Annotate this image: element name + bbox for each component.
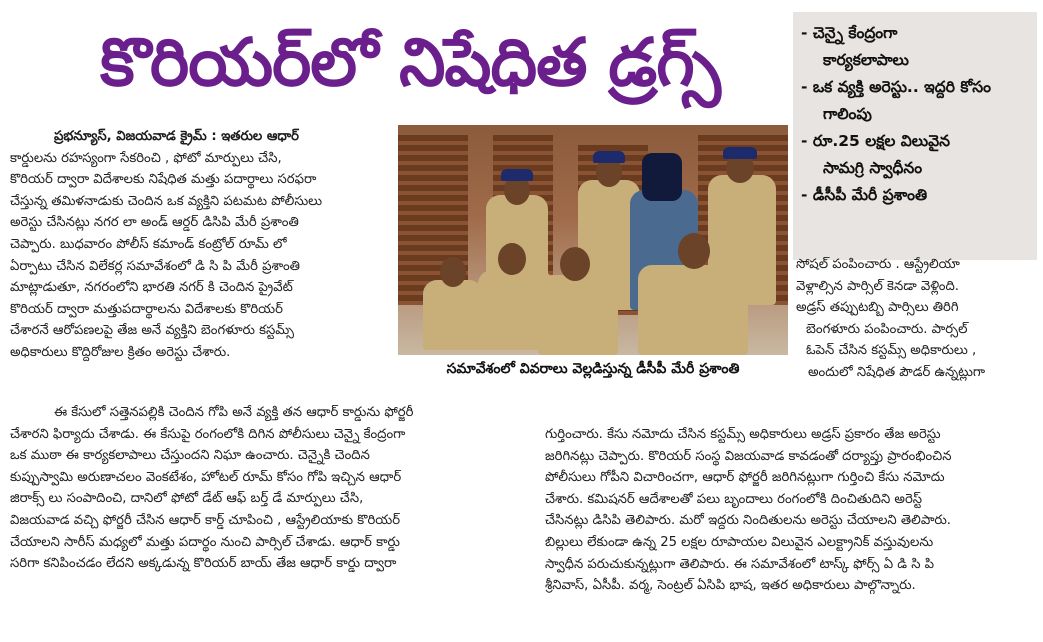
article-column-right-upper (796, 254, 1036, 384)
highlights-box (793, 12, 1037, 260)
text-line: కొరియర్ ద్వారా విదేశాలకు నిషేధిత మత్తు పదార్థాలు సరఫరా (10, 172, 317, 188)
text-line: విజయవాడ వచ్చి ఫోర్జరీ చేసిన ఆధార్ కార్డ్ చూపించి , ఆస్ట్రేలియాకు కొరియర్ (10, 512, 401, 528)
text-line: ఈ కేసులో సత్తెనపల్లికి చెందిన గోపి అనే వ్యక్తి తన ఆధార్ కార్డును ఫోర్జరీ (54, 405, 414, 420)
text-line: స్వాధీన పరుచుకున్నట్లుగా తెలిపారు. ఈ సమావేశంలో టాస్క్ ఫోర్స్ ఏ డి సి పి (545, 556, 935, 572)
highlight-item: - చెన్నై కేంద్రంగా కార్యకలాపాలు (801, 24, 909, 69)
text-line: చేయాలని సారీస్ మధ్యలో మత్తు పదార్థం నుంచి పార్సిల్ చేశాడు. ఆధార్ కార్డు (10, 534, 400, 550)
text-line: బెంగళూరు పంపించారు. పార్సల్ (806, 321, 968, 337)
text-line: కొరియర్ ద్వారా మత్తుపదార్థాలను విదేశాలకు కొరియర్ (10, 301, 283, 317)
text-line: చేసినట్లు డిసిపి తెలిపారు. మరో ఇద్దరు నిందితులను అరెస్టు చేయాలని తెలిపారు. (545, 513, 951, 529)
text-line: మాట్లాడుతూ, నగరంలోని భారతి నగర్ కి చెందిన ప్రైవేట్ (10, 280, 293, 296)
news-photo (398, 125, 788, 355)
text-line: చేస్తున్న తమిళనాడుకు చెందిన ఒక వ్యక్తిని పటమట పోలీసులు (10, 193, 323, 209)
text-line: అందులో నిషేధిత పౌడర్ ఉన్నట్లుగా (808, 364, 986, 380)
highlight-item: - డీసీపీ మేరీ ప్రశాంతి (801, 186, 928, 204)
text-line: అధికారులు కొద్దిరోజుల క్రితం అరెస్టు చేశారు. (10, 344, 231, 360)
text-line: చేశారనే ఆరోపణలపై తేజ అనే వ్యక్తిని బెంగళూరు కస్టమ్స్ (10, 323, 294, 339)
headline: కొరియర్‌లో నిషేధిత డ్రగ్స్ (100, 24, 720, 101)
article-column-left-lower (10, 402, 530, 575)
text-line: చేశారని ఫిర్యాదు చేశాడు. ఈ కేసుపై రంగంలోకి దిగిన పోలీసులు చెన్నై కేంద్రంగా (10, 426, 406, 442)
highlight-item: - రూ.25 లక్షల విలువైన సామగ్రి స్వాధీనం (801, 132, 950, 177)
text-line: అరెస్టు చేసినట్లు నగర లా అండ్ ఆర్డర్ డిసిపి మేరీ ప్రశాంతి (10, 215, 299, 231)
text-line: జిరాక్స్ లు సంపాదించి, దానిలో ఫోటో డేట్ ఆఫ్ బర్త్ డే మార్పులు చేసి, (10, 491, 364, 507)
text-line: సరిగా కనిపించడం లేదని అక్కడున్న కొరియర్ బాయ్ తేజ ఆధార్ కార్డు ద్వారా (10, 556, 397, 572)
text-line: ఏర్పాటు చేసిన విలేకర్ల సమావేశంలో డి సి పి మేరీ ప్రశాంతి (10, 258, 300, 274)
text-line: సోషల్ పంపించారు . ఆస్ట్రేలియా (796, 257, 960, 272)
text-line: ఓపెన్ చేసిన కస్టమ్స్ అధికారులు , (806, 343, 977, 359)
text-line: కుప్పుస్వామి అరుణాచలం వెంకటేశం, హోటల్ రూమ్ కోసం గోపి ఇచ్చిన ఆధార్ (10, 469, 402, 485)
text-line: శ్రీనివాస్, ఏసీపీ. వర్మ, సెంట్రల్ ఏసిపి భాష, ఇతర అధికారులు పాల్గొన్నారు. (545, 578, 916, 594)
text-line: చేశారు. కమిషనర్ ఆదేశాలతో పలు బృందాలు రంగంలోకి దించితుదిని అరెస్ట్ (545, 491, 923, 507)
text-line: కార్డులను రహస్యంగా సేకరించి , ఫోటో మార్పులు చేసి, (10, 150, 282, 166)
photo-caption: సమావేశంలో వివరాలు వెల్లడిస్తున్న డీసీపీ మేరీ ప్రశాంతి (446, 361, 740, 377)
text-line: బిల్లులు లేకుండా ఉన్న 25 లక్షల రూపాయల విలువైన ఎలక్ట్రానిక్ వస్తువులను (545, 534, 934, 550)
text-line: అడ్రస్ తప్పుటబ్బి పార్సిలు తిరిగి (796, 300, 959, 316)
text-line: జరిగినట్లు చెప్పారు. కొరియర్ సంస్థ విజయవాడ కావడంతో దర్యాప్తు ప్రారంభించిన (545, 448, 952, 464)
article-column-right-lower (545, 424, 1037, 597)
text-line: వెళ్లాల్సిన పార్సిల్ కెనడా వెళ్లింది. (796, 278, 959, 294)
text-line: చెప్పారు. బుధవారం పోలీస్ కమాండ్ కంట్రోల్ రూమ్ లో (10, 236, 287, 252)
article-column-left-upper (10, 126, 394, 364)
highlight-item: - ఒక వ్యక్తి అరెస్టు.. ఇద్దరి కోసం గాలింపు (801, 78, 992, 123)
text-line: ఒక ముఠా ఈ కార్యకలాపాలు చేస్తుందని నిఘా ఉంచారు. చెన్నైకి చెందిన (10, 448, 370, 464)
text-line: గుర్తించారు. కేసు నమోదు చేసిన కస్టమ్స్ అధికారులు అడ్రస్ ప్రకారం తేజ అరెస్టు (545, 427, 941, 442)
text-line: ప్రభన్యూస్, విజయవాడ క్రైమ్ : ఇతరుల ఆధార్ (54, 129, 299, 144)
text-line: పోలీసులు గోపీని విచారించగా, ఆధార్ ఫోర్జరీ జరిగినట్లుగా గుర్తించి కేసు నమోదు (545, 470, 945, 486)
